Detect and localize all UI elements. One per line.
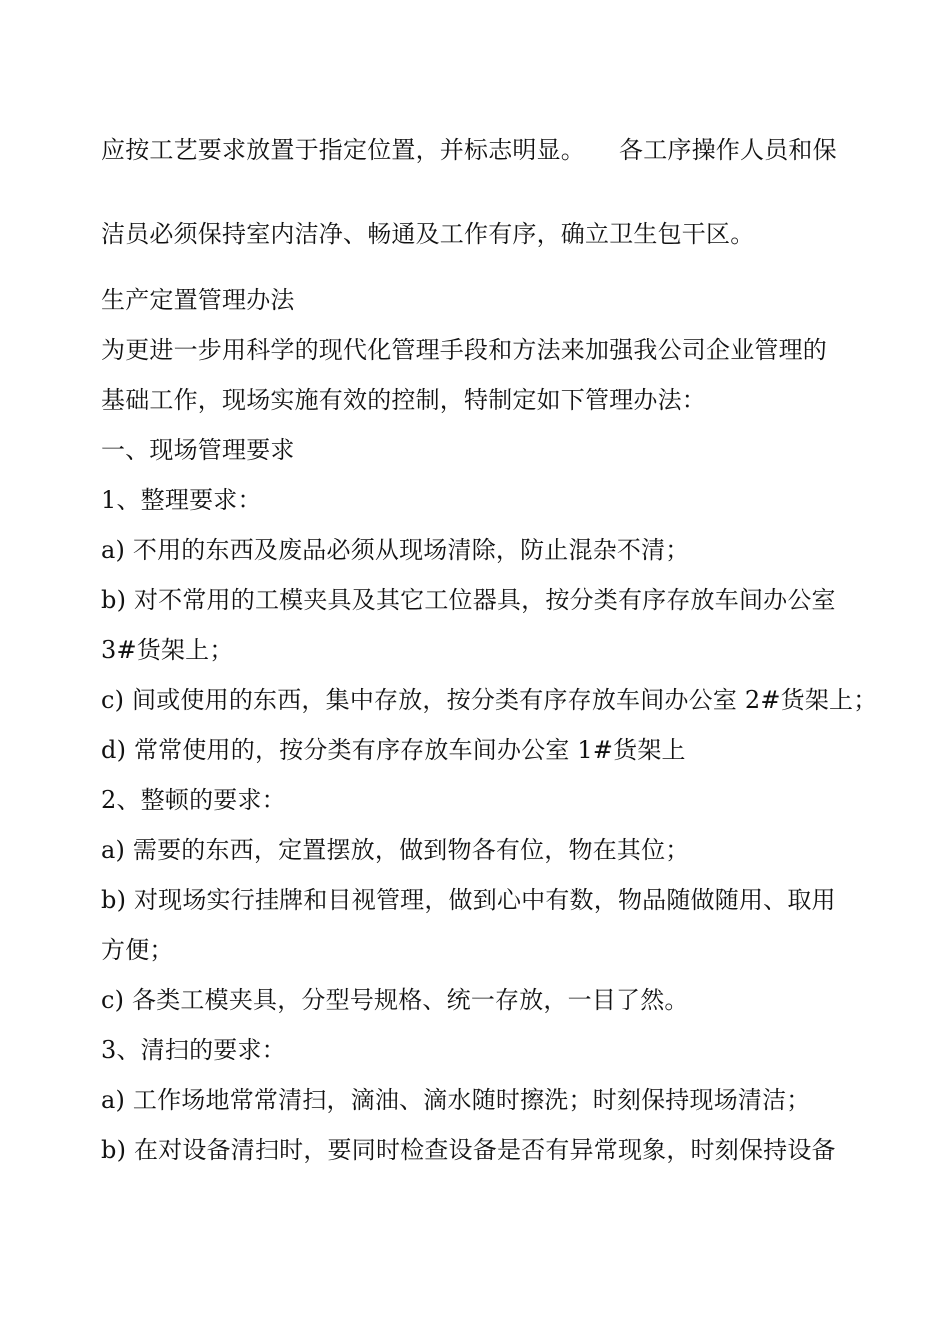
section-heading: 一、现场管理要求 bbox=[101, 436, 295, 464]
list-item: d) 常常使用的，按分类有序存放车间办公室 1#货架上 bbox=[101, 736, 686, 764]
purpose-line-2: 基础工作，现场实施有效的控制，特制定如下管理办法： bbox=[101, 386, 706, 414]
list-item: c) 间或使用的东西，集中存放，按分类有序存放车间办公室 2#货架上； bbox=[101, 686, 878, 714]
list-item: b) 在对设备清扫时，要同时检查设备是否有异常现象，时刻保持设备 bbox=[101, 1136, 836, 1164]
intro-line-1 bbox=[101, 135, 837, 165]
subsection-heading-2: 2、整顿的要求： bbox=[101, 786, 286, 814]
purpose-line-1: 为更进一步用科学的现代化管理手段和方法来加强我公司企业管理的 bbox=[101, 336, 827, 364]
list-item: a) 不用的东西及废品必须从现场清除，防止混杂不清； bbox=[101, 536, 690, 564]
list-item: a) 需要的东西，定置摆放，做到物各有位，物在其位； bbox=[101, 836, 690, 864]
list-item-continuation: 方便； bbox=[101, 936, 174, 964]
subsection-heading-3: 3、清扫的要求： bbox=[101, 1036, 286, 1064]
list-item: c) 各类工模夹具，分型号规格、统一存放，一目了然。 bbox=[101, 986, 689, 1014]
subsection-heading-1: 1、整理要求： bbox=[101, 486, 262, 514]
intro-line-2: 洁员必须保持室内洁净、畅通及工作有序，确立卫生包干区。 bbox=[101, 220, 755, 248]
list-item: b) 对现场实行挂牌和目视管理，做到心中有数，物品随做随用、取用 bbox=[101, 886, 836, 914]
list-item-continuation: 3#货架上； bbox=[101, 636, 234, 664]
list-item: b) 对不常用的工模夹具及其它工位器具，按分类有序存放车间办公室 bbox=[101, 586, 836, 614]
intro-text-1a: 应按工艺要求放置于指定位置，并标志明显。 bbox=[101, 136, 585, 164]
document-title: 生产定置管理办法 bbox=[101, 286, 295, 314]
intro-text-1b: 各工序操作人员和保 bbox=[619, 136, 837, 164]
list-item: a) 工作场地常常清扫，滴油、滴水随时擦洗；时刻保持现场清洁； bbox=[101, 1086, 811, 1114]
